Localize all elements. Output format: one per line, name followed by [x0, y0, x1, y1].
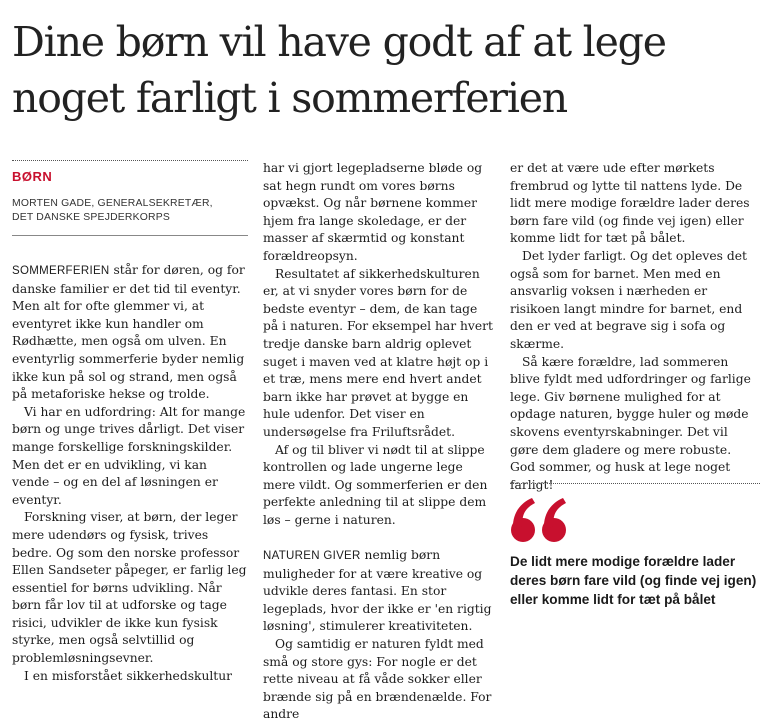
paragraph: Så kære forældre, lad sommeren blive fyldt med udfordringer og farlige lege. Giv børnene mulighed for at opdage naturen, bygge huler og møde skovens eventyrskabninger. Det vil gøre dem gladere og mere robuste. God sommer, og husk at lege noget farligt! — [510, 354, 751, 492]
column-3 — [510, 160, 760, 494]
paragraph: er det at være ude efter mørkets frembrud og lytte til nattens lyde. De lidt mere modige forældre lader deres børn fare vild (og finde vej igen) eller komme lidt for tæt på bålet. — [510, 161, 750, 246]
section-label: BØRN — [12, 169, 53, 184]
paragraph: Resultatet af sikkerhedskulturen er, at vi snyder vores børn for de bedste eventyr – dem, de kan tage på i naturen. For eksempel har hvert tredje danske barn aldrig oplevet suget i maven ved at klatre højt op i et træ, mens mere end hvert andet barn ikke har prøvet at bygge en hule udenfor. Det viser en undersøgelse fra Friluftsrådet. — [263, 266, 493, 439]
paragraph — [263, 547, 493, 636]
paragraph — [12, 262, 248, 404]
pull-quote — [510, 483, 760, 609]
lead-in: NATUREN GIVER — [263, 550, 361, 563]
paragraph: Og samtidig er naturen fyldt med små og store gys: For nogle er det rette niveau at få våde sokker eller brænde sig på en brændenælde. For andre — [263, 637, 492, 722]
paragraph: I en misforstået sikkerhedskultur — [24, 668, 233, 683]
section-divider — [12, 160, 248, 161]
paragraph: har vi gjort legepladserne bløde og sat hegn rundt om vores børns opvækst. Og når børnene kommer hjem fra lange skoledage, er der masser af skærmtid og konstant forældreopsyn. — [263, 161, 483, 263]
paragraph: Af og til bliver vi nødt til at slippe kontrollen og lade ungerne lege mere vildt. Og sommerferien er den perfekte anledning til at slippe dem løs – gerne i naturen. — [263, 442, 488, 527]
paragraph: Forskning viser, at børn, der leger mere udendørs og fysisk, trives bedre. Og som den norske professor Ellen Sandseter påpeger, er farlig leg essentiel for børns udvikling. Når børn får lov til at udforske og tage risici, udvikler de ikke kun fysisk styrke, men også selvtillid og problemløsningsevner. — [12, 510, 247, 666]
byline — [12, 197, 248, 225]
column-2 — [263, 160, 493, 724]
paragraph-text: nemlig børn muligheder for at være kreative og udvikle deres fantasi. En stor legeplads, hvor der ikke er 'en rigtig løsning', stimulerer kreativiteten. — [263, 548, 492, 634]
paragraph-text: står for døren, og for danske familier er det tid til eventyr. Men alt for ofte glemmer vi, at eventyret ikke kun handler om Rødhætte, men også om ulven. En eventyrlig sommerferie byder nemlig ikke kun på sol og strand, men også på metaforiske hekse og trolde. — [12, 263, 245, 402]
pull-quote-text: De lidt mere modige forældre lader deres børn fare vild (og finde vej igen) eller komme lidt for tæt på bålet — [510, 554, 757, 607]
headline: Dine børn vil have godt af at lege noget farligt i sommerferien — [12, 18, 666, 122]
column-1 — [12, 160, 248, 685]
lead-in: SOMMERFERIEN — [12, 265, 110, 277]
paragraph: Vi har en udfordring: Alt for mange børn og unge trives dårligt. Det viser mange forskellige forskningskilder. Men det er en udvikling, vi kan vende – og en del af løsningen er eventyr. — [12, 404, 246, 507]
byline-line-2: DET DANSKE SPEJDERKORPS — [12, 212, 170, 223]
quote-mark-icon — [510, 496, 590, 552]
byline-line-1: MORTEN GADE, GENERALSEKRETÆR, — [12, 198, 213, 209]
paragraph: Det lyder farligt. Og det opleves det også som for barnet. Men med en ansvarlig voksen i nærheden er risikoen langt mindre for barnet, end den er ved at begrave sig i sofa og skærme. — [510, 248, 747, 351]
